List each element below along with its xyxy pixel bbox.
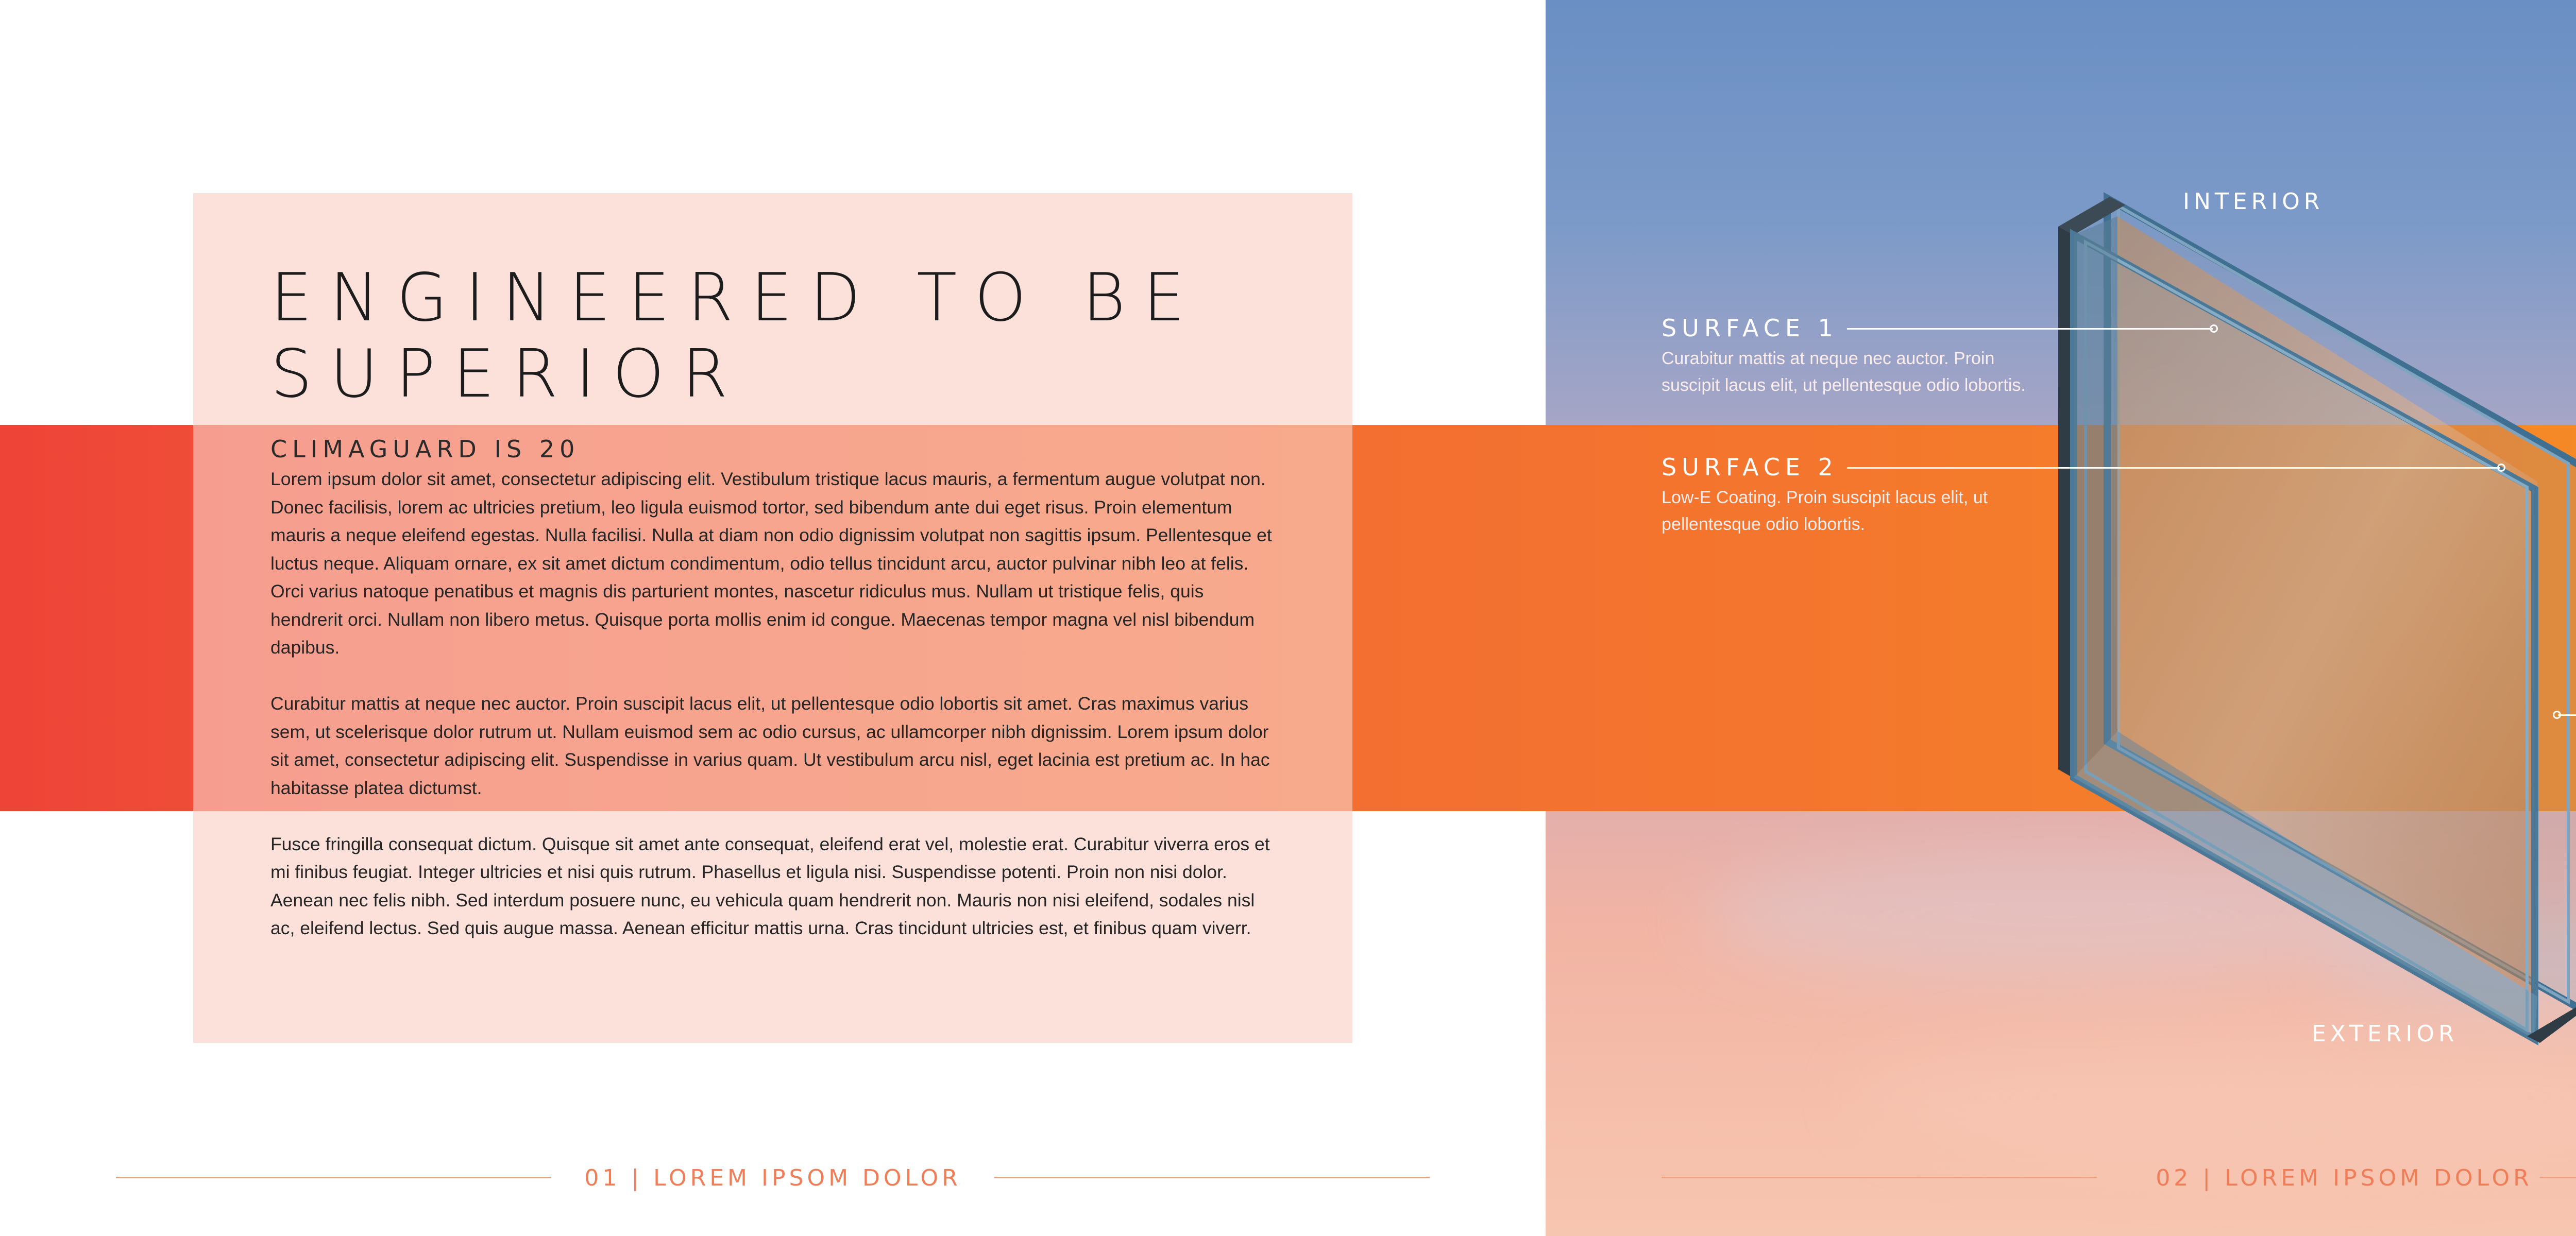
body-paragraph: Lorem ipsum dolor sit amet, consectetur adipiscing elit. Vestibulum tristique lacus mauris, a fermentum augue volutpat non. Donec facilisis, lorem ac ultricies pretium, leo ligula euismod tortor, sed bibendum ante dui eget risus. Proin elementum mauris a neque eleifend egestas. Nulla facilisi. Nulla at diam non odio dignissim volutpat non sagittis ipsum. Pellentesque et luctus neque. Aliquam ornare, ex sit amet dictum condimentum, odio tellus tincidunt arcu, auctor pulvinar nibh leo at felis. Orci varius natoque penatibus et magnis dis parturient montes, nascetur ridiculus mus. Nullam ut tristique felis, quis hendrerit orci. Nullam non libero metus. Quisque porta mollis enim id congue. Maecenas tempor magna vel nisl bibendum dapibus. bbox=[270, 469, 1272, 658]
section-subtitle: CLIMAGUARD IS 20 bbox=[270, 435, 580, 463]
surface-1-title: SURFACE 1 bbox=[1662, 314, 1838, 342]
surface-1-marker bbox=[2210, 324, 2218, 333]
exterior-label: EXTERIOR bbox=[2312, 1021, 2459, 1047]
surface-1-leader-line bbox=[1847, 328, 2213, 330]
surface-2-description: Low-E Coating. Proin suscipit lacus elit, ut pellentesque odio lobortis. bbox=[1662, 488, 1988, 534]
footer-left-rule-a bbox=[116, 1177, 551, 1178]
surface-2-marker bbox=[2497, 464, 2505, 472]
footer-right-rule-a bbox=[1662, 1177, 2097, 1178]
footer-right-label: 02 | LOREM IPSOM DOLOR bbox=[2156, 1165, 2533, 1191]
surface-3-marker bbox=[2553, 711, 2561, 719]
footer-left-label: 01 | LOREM IPSOM DOLOR bbox=[584, 1165, 961, 1191]
surface-2-title: SURFACE 2 bbox=[1662, 453, 1838, 481]
footer-left-rule-b bbox=[994, 1177, 1430, 1178]
page-title: ENGINEERED TO BE SUPERIOR bbox=[270, 260, 1202, 413]
interior-label: INTERIOR bbox=[2183, 188, 2324, 215]
body-paragraph: Fusce fringilla consequat dictum. Quisque sit amet ante consequat, eleifend erat vel, molestie erat. Curabitur viverra eros et mi finibus feugiat. Integer ultricies et nisi quis rutrum. Phasellus et ligula nisi. Suspendisse potenti. Proin non nisi dolor. Aenean nec felis nibh. Sed interdum posuere nunc, eu vehicula quam hendrerit non. Mauris non nisi eleifend, sodales nisl ac, eleifend lectus. Sed quis augue massa. Aenean efficitur mattis urna. Cras tincidunt ultricies est, et finibus quam viverr. bbox=[270, 833, 1270, 938]
body-paragraph: Curabitur mattis at neque nec auctor. Proin suscipit lacus elit, ut pellentesque odio lobortis sit amet. Cras maximus varius sem, ut scelerisque dolor rutrum ut. Nullam euismod sem ac odio cursus, ac ullamcorper nibh dignissim. Lorem ipsum dolor sit amet, consectetur adipiscing elit. Suspendisse in varius quam. Ut vestibulum arcu nisl, eget lacinia est pretium ac. In hac habitasse platea dictumst. bbox=[270, 693, 1270, 798]
front-pane-left-edge bbox=[2074, 216, 2117, 778]
surface-1-description: Curabitur mattis at neque nec auctor. Proin suscipit lacus elit, ut pellentesque odio lobortis. bbox=[1662, 349, 2026, 395]
footer-right-rule-b bbox=[2540, 1177, 2576, 1178]
surface-2-leader-line bbox=[1847, 467, 2500, 469]
